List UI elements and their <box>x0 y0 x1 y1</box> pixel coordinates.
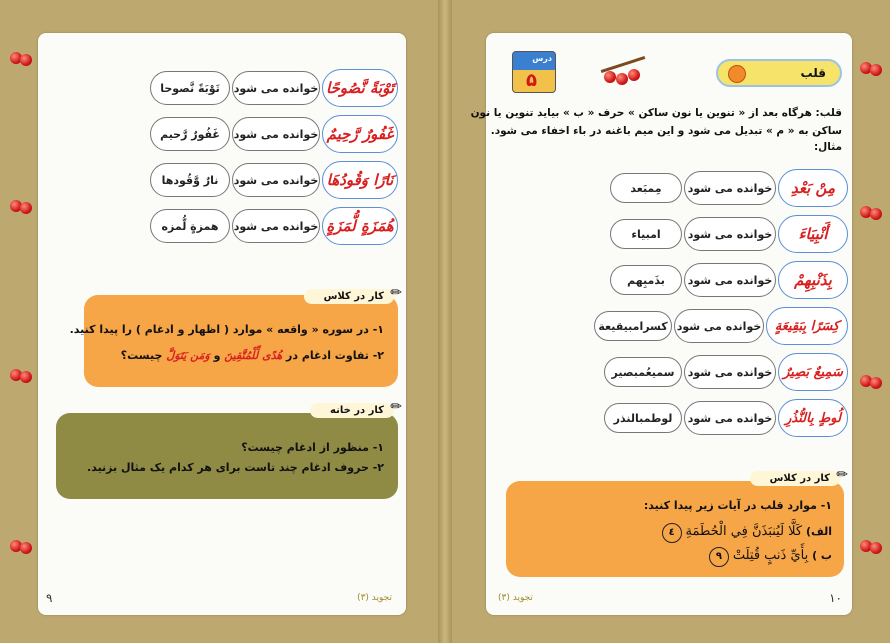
cherry-icon <box>20 202 32 214</box>
verse-a-label: الف) <box>805 525 832 538</box>
lesson-badge <box>512 51 556 93</box>
left-page <box>38 33 406 615</box>
page-footer: تجوید (۳) <box>498 593 533 603</box>
verse-a-text: كَلَّا لَيُنبَذَنَّ فِي الْحُطَمَةِ <box>685 524 803 539</box>
arabic-example-cloud: لُوطٍ بِالنُّذُرِ <box>778 399 848 437</box>
lesson-title: قلب <box>800 66 826 80</box>
line2-and: و <box>213 349 221 362</box>
result-cloud: مِمبَعد <box>610 173 682 203</box>
intro-line-2: ساکن به « م » تبدیل می شود و این میم باغنه در باء اخفاء می شود. <box>490 125 842 137</box>
verse-a-number: ٤ <box>662 523 682 543</box>
arabic-example-cloud: هُمَزَةٍ لُّمَزَةٍ <box>322 207 398 245</box>
cherry-icon <box>870 64 882 76</box>
arabic-example-cloud: أَنْبِيَاءَ <box>778 215 848 253</box>
result-cloud: لوطمبالنذر <box>604 403 682 433</box>
verse-b-label: ب ) <box>812 549 832 562</box>
reads-as-cloud: خوانده می شود <box>684 263 776 297</box>
page-number: ۱۰ <box>829 591 842 605</box>
arabic-example-cloud: غَفُورٌ رَّحِيمٌ <box>322 115 398 153</box>
verse-a-row <box>662 523 832 543</box>
reads-as-cloud: خوانده می شود <box>674 309 764 343</box>
cherry-icon <box>20 54 32 66</box>
class-work-title: کار در کلاس <box>323 291 384 302</box>
home-work-line-2: ۲- حروف ادغام چند تاست برای هر کدام یک مثال بزنید. <box>87 461 384 474</box>
example-label: مثال: <box>813 141 842 153</box>
result-cloud: غَفُورٌ رَّحيم <box>150 117 230 151</box>
class-work-line-1: ۱- در سوره « واقعه » موارد ( اظهار و ادغام ) را پیدا کنید. <box>69 323 384 336</box>
reads-as-cloud: خوانده می شود <box>684 401 776 435</box>
arabic-phrase-2: وَمَن يَتَوَلَّ <box>166 349 210 362</box>
arabic-phrase-1: هُدًى لِّلْمُتَّقِينَ <box>224 349 283 362</box>
result-cloud: کسرامبیقیعة <box>594 311 672 341</box>
pencil-icon: ✏ <box>390 285 402 301</box>
result-cloud: نارٌ وَّقُودها <box>150 163 230 197</box>
result-cloud: امبیاء <box>610 219 682 249</box>
result-cloud: تَوْبَةً نَّصوحا <box>150 71 230 105</box>
intro-line-1: قلب: هرگاه بعد از « تنوین یا نون ساکن » حرف « ب » بیاید تنوین یا نون <box>470 107 842 119</box>
pencil-icon: ✏ <box>390 399 402 415</box>
class-work-box <box>506 481 844 577</box>
verse-b-row <box>709 547 832 567</box>
reads-as-cloud: خوانده می شود <box>232 209 320 243</box>
cherry-icon <box>870 542 882 554</box>
line2-start: ۲- تفاوت ادغام در <box>286 349 384 362</box>
reads-as-cloud: خوانده می شود <box>232 163 320 197</box>
arabic-example-cloud: بِذَنْبِهِمْ <box>778 261 848 299</box>
home-work-box <box>56 413 398 499</box>
cherry-branch-icon <box>594 53 650 87</box>
arabic-example-cloud: مِنْ بَعْدِ <box>778 169 848 207</box>
class-work-line-2 <box>121 349 384 362</box>
arabic-example-cloud: سَمِيعٌ بَصِيرٌ <box>778 353 848 391</box>
verse-b-text: بِأَيِّ ذَنبٍ قُتِلَتْ <box>732 548 809 563</box>
verse-b-number: ٩ <box>709 547 729 567</box>
home-work-title: کار در خانه <box>330 405 384 416</box>
lesson-label: درس <box>532 54 552 63</box>
arabic-example-cloud: تَوْبَةً نَّصُوحًا <box>322 69 398 107</box>
result-cloud: بذَمبِهم <box>610 265 682 295</box>
result-cloud: همزةٍ لُّمزه <box>150 209 230 243</box>
class-work-title: کار در کلاس <box>769 473 830 484</box>
reads-as-cloud: خوانده می شود <box>684 217 776 251</box>
reads-as-cloud: خوانده می شود <box>684 171 776 205</box>
class-work-tag <box>304 285 402 304</box>
arabic-example-cloud: نَارًا وَقُودُهَا <box>322 161 398 199</box>
class-work-box <box>69 295 398 387</box>
right-page <box>470 33 852 615</box>
arabic-example-cloud: كِسَرًا بِبَقِيعَةٍ <box>766 307 848 345</box>
page-footer: تجوید (۳) <box>357 593 392 603</box>
pencil-icon: ✏ <box>836 467 848 483</box>
cherry-icon <box>20 371 32 383</box>
class-work-tag <box>750 467 848 486</box>
home-work-line-1: ۱- منظور از ادغام چیست؟ <box>241 441 384 454</box>
clock-icon <box>728 65 746 83</box>
cherry-icon <box>20 542 32 554</box>
class-work-line-1: ۱- موارد قلب در آیات زیر پیدا کنید: <box>643 499 832 512</box>
line2-end: چیست؟ <box>120 349 163 362</box>
cherry-icon <box>870 208 882 220</box>
reads-as-cloud: خوانده می شود <box>684 355 776 389</box>
page-number: ۹ <box>46 591 53 605</box>
cherry-icon <box>870 377 882 389</box>
reads-as-cloud: خوانده می شود <box>232 71 320 105</box>
result-cloud: سمیعُمبصیر <box>604 357 682 387</box>
book-gutter <box>438 0 452 643</box>
reads-as-cloud: خوانده می شود <box>232 117 320 151</box>
home-work-tag <box>310 399 402 418</box>
lesson-header <box>716 59 842 87</box>
lesson-number: ۵ <box>526 70 537 91</box>
